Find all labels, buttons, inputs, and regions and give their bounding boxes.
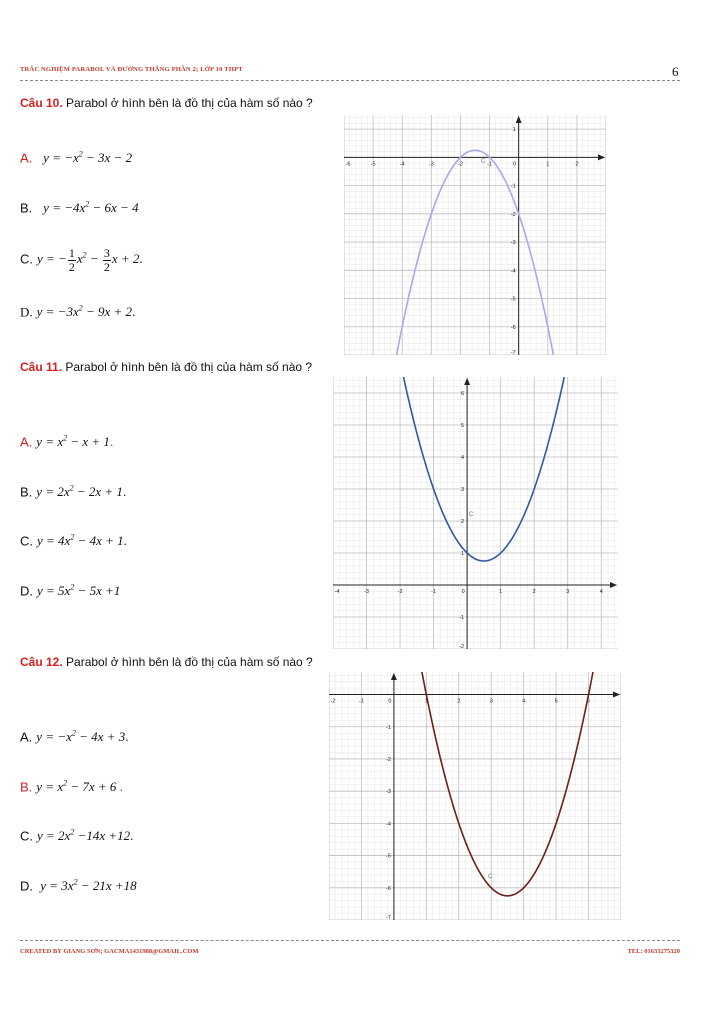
x-axis-arrow <box>613 692 620 698</box>
y-tick-label: -7 <box>510 350 516 355</box>
q10-option-b[interactable] <box>20 200 139 216</box>
curve-label: C <box>468 511 474 519</box>
option-formula: $y = -4x^2 - 6x - 4$ <box>39 200 139 216</box>
x-tick-label: 1 <box>546 161 550 168</box>
y-tick-label: 2 <box>461 519 465 525</box>
footer-phone: TEL: 01633275320 <box>627 948 680 955</box>
q12-parabola-graph <box>329 672 621 920</box>
x-tick-label: 2 <box>575 161 579 168</box>
y-tick-label: -5 <box>510 296 516 303</box>
x-tick-label: -2 <box>457 161 463 168</box>
y-tick-label: -4 <box>510 268 516 275</box>
option-formula: $y = 2x^2 -14x +12$. <box>37 828 134 844</box>
y-tick-label: 4 <box>461 455 465 461</box>
x-tick-label: 2 <box>532 589 536 595</box>
question-10 <box>20 96 313 110</box>
x-tick-label: 3 <box>566 589 570 595</box>
q12-option-a[interactable] <box>20 729 128 745</box>
q12-option-b[interactable] <box>20 779 123 795</box>
option-formula: $y = 3x^2 - 21x +18$ <box>37 878 137 894</box>
q10-option-d[interactable] <box>20 304 135 320</box>
x-tick-label: -1 <box>358 698 364 705</box>
y-tick-label: -1 <box>459 615 465 621</box>
question-number: Câu 10. <box>20 96 63 110</box>
x-tick-label: 2 <box>457 698 461 705</box>
option-label: C. <box>20 251 33 267</box>
y-tick-label: -1 <box>385 724 391 731</box>
x-tick-label: -1 <box>431 589 437 595</box>
option-label: B. <box>20 484 33 500</box>
q10-option-a[interactable] <box>20 150 132 166</box>
x-axis-arrow <box>610 582 617 588</box>
q12-option-c[interactable] <box>20 828 133 844</box>
y-tick-label: 1 <box>461 551 465 557</box>
x-tick-label: -6 <box>345 161 351 168</box>
q11-option-a[interactable] <box>20 434 113 450</box>
x-axis-arrow <box>598 154 605 160</box>
y-tick-label: 1 <box>512 127 516 134</box>
question-text: Parabol ở hình bên là đồ thị của hàm số nào ? <box>65 360 313 374</box>
y-tick-label: -6 <box>385 885 391 892</box>
x-tick-label: -4 <box>334 589 340 595</box>
option-formula: $y = -3x^2 - 9x + 2$. <box>36 304 136 320</box>
y-tick-label: -2 <box>459 644 465 649</box>
x-tick-label: 5 <box>554 698 558 705</box>
q11-parabola-graph <box>333 377 618 649</box>
question-11 <box>20 360 312 374</box>
option-formula: $y = -x^2 - 3x - 2$ <box>39 150 133 166</box>
y-tick-label: -4 <box>385 821 391 828</box>
y-tick-label: -6 <box>510 324 516 331</box>
option-label: A. <box>20 434 33 450</box>
x-tick-label: 3 <box>489 698 493 705</box>
y-tick-label: 5 <box>461 423 465 429</box>
x-tick-label: -4 <box>399 161 405 168</box>
option-label: B. <box>20 200 33 216</box>
header-title: TRẮC NGHIỆM PARABOL VÀ ĐƯỜNG THẲNG PHẦN 2; LỚP 10 THPT <box>20 66 243 73</box>
y-tick-label: -3 <box>510 240 516 247</box>
x-tick-label: -2 <box>330 698 336 705</box>
option-formula: $y = -x^2 - 4x + 3$. <box>36 729 129 745</box>
header-divider <box>20 80 680 81</box>
x-tick-label: 4 <box>599 589 603 595</box>
y-tick-label: -2 <box>385 756 391 763</box>
y-tick-label: -1 <box>510 183 516 190</box>
option-formula: $y = 4x^2 - 4x + 1$. <box>37 533 127 549</box>
option-label: D. <box>20 878 33 894</box>
x-tick-label: -1 <box>487 161 493 168</box>
question-12 <box>20 655 313 669</box>
x-tick-label: 0 <box>513 161 517 168</box>
option-label: C. <box>20 533 33 549</box>
parabola-curve <box>344 150 606 355</box>
y-axis-arrow <box>464 378 470 385</box>
x-tick-label: 4 <box>522 698 526 705</box>
y-tick-label: 6 <box>461 391 465 397</box>
option-label: A. <box>20 150 33 166</box>
option-label: B. <box>20 779 33 795</box>
curve-label: C <box>480 157 486 165</box>
option-formula: y = − $\frac{1}{2}$ $x^2$ − $\frac{3}{2}$ x + 2. <box>37 246 143 274</box>
footer-divider <box>20 940 680 941</box>
y-tick-label: -3 <box>385 789 391 796</box>
option-label: A. <box>20 729 33 745</box>
x-tick-label: -3 <box>364 589 369 595</box>
x-tick-label: 1 <box>424 698 428 705</box>
q11-option-c[interactable] <box>20 533 127 549</box>
q10-parabola-graph <box>344 115 606 355</box>
y-axis-arrow <box>516 116 522 123</box>
y-tick-label: -5 <box>385 853 391 860</box>
option-label: C. <box>20 828 33 844</box>
y-axis-arrow <box>391 673 397 680</box>
option-label: D. <box>20 583 33 599</box>
x-tick-label: 0 <box>388 698 392 705</box>
parabola-curve <box>333 377 618 561</box>
q11-option-d[interactable] <box>20 583 120 599</box>
question-text: Parabol ở hình bên là đồ thị của hàm số nào ? <box>66 96 313 110</box>
question-number: Câu 11. <box>20 360 63 374</box>
option-formula: $y = x^2 - x + 1$. <box>36 434 114 450</box>
option-label: D. <box>20 304 33 320</box>
y-tick-label: -2 <box>510 211 516 218</box>
x-tick-label: 1 <box>499 589 503 595</box>
y-tick-label: 3 <box>461 487 465 493</box>
x-tick-label: 0 <box>461 589 465 595</box>
question-text: Parabol ở hình bên là đồ thị của hàm số nào ? <box>66 655 313 669</box>
x-tick-label: -2 <box>397 589 403 595</box>
q11-option-b[interactable] <box>20 484 126 500</box>
y-tick-label: -7 <box>385 915 391 920</box>
q10-option-c[interactable] <box>20 247 143 274</box>
q12-option-d[interactable] <box>20 878 137 894</box>
option-formula: $y = 5x^2 - 5x +1$ <box>37 583 121 599</box>
footer-author: CREATED BY GIANG SƠN; GACMA1431988@GMAIL.COM <box>20 948 199 955</box>
x-tick-label: -3 <box>428 161 434 168</box>
x-tick-label: 6 <box>587 698 591 705</box>
question-number: Câu 12. <box>20 655 63 669</box>
x-tick-label: -5 <box>370 161 376 168</box>
curve-label: C <box>487 872 493 880</box>
option-formula: $y = x^2 - 7x + 6$ . <box>36 779 123 795</box>
page-number: 6 <box>672 64 679 79</box>
option-formula: $y = 2x^2 - 2x + 1$. <box>36 484 127 500</box>
